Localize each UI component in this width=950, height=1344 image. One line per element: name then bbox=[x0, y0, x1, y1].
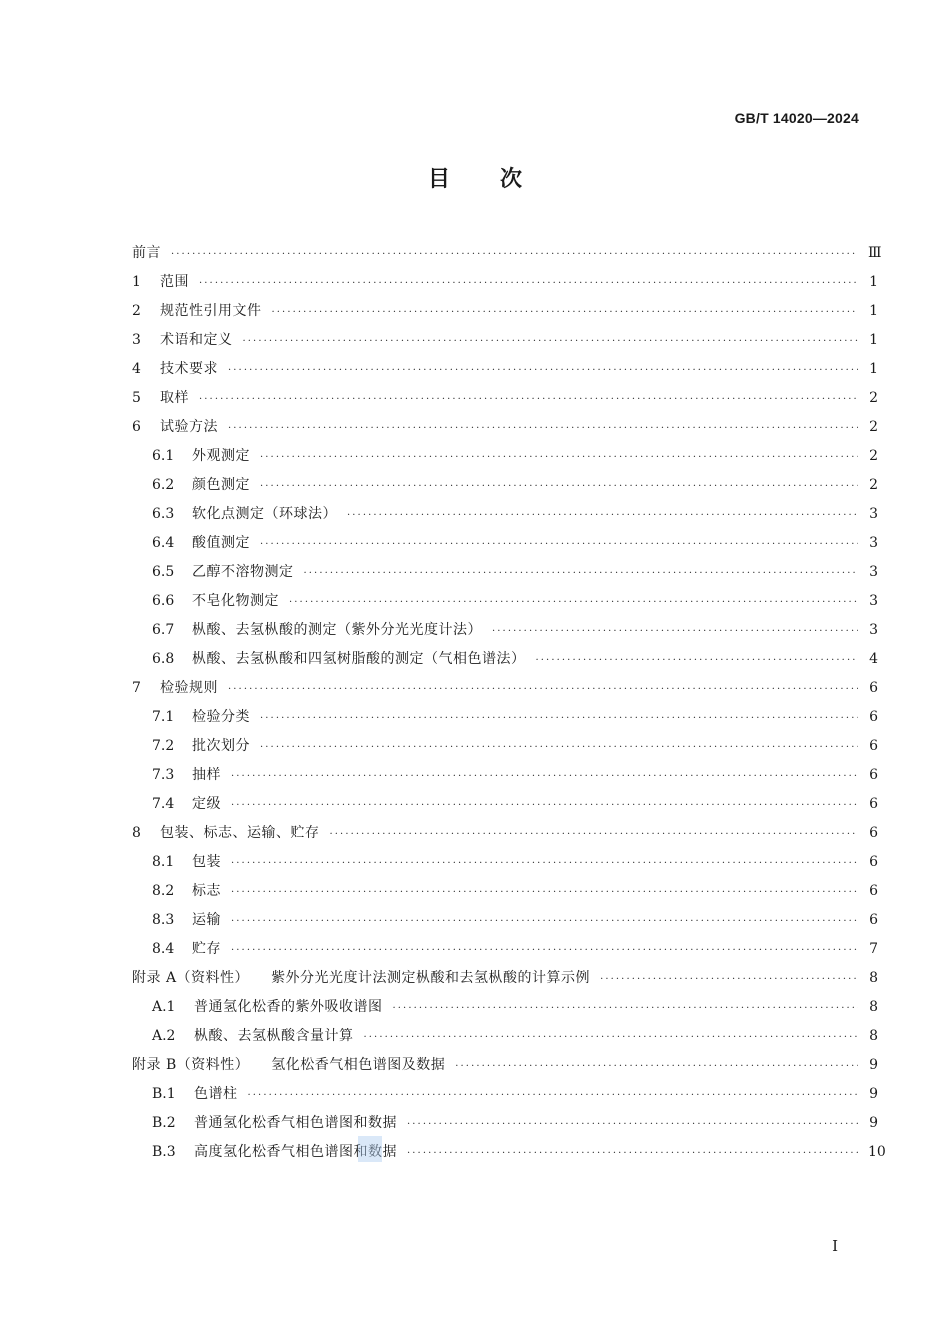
toc-leader-dots bbox=[393, 994, 859, 1023]
standard-code: GB/T 14020—2024 bbox=[734, 110, 859, 126]
toc-entry[interactable] bbox=[132, 1138, 886, 1167]
toc-leader-dots bbox=[248, 1081, 859, 1110]
toc-entry[interactable] bbox=[132, 268, 878, 297]
toc-entry[interactable] bbox=[132, 906, 878, 935]
toc-entry-number: 7 bbox=[132, 680, 141, 696]
toc-entry[interactable] bbox=[132, 239, 882, 268]
toc-entry-label: 定级 bbox=[192, 796, 221, 812]
toc-entry-label: 运输 bbox=[192, 912, 221, 928]
toc-entry-number: 6.6 bbox=[152, 593, 175, 609]
toc-entry-number: 6.5 bbox=[152, 564, 175, 580]
toc-entry-number: 6.7 bbox=[152, 622, 175, 638]
toc-entry-number: 7.3 bbox=[152, 767, 175, 783]
toc-entry-page: 8 bbox=[869, 970, 878, 986]
toc-entry-number: 7.2 bbox=[152, 738, 175, 754]
toc-entry-label: 包装、标志、运输、贮存 bbox=[160, 825, 320, 841]
page-title bbox=[0, 162, 950, 193]
toc-entry-number: 6.1 bbox=[152, 448, 175, 464]
toc-entry-page: 6 bbox=[869, 709, 878, 725]
toc-entry-page: 4 bbox=[869, 651, 878, 667]
toc-entry[interactable] bbox=[132, 819, 878, 848]
toc-entry[interactable] bbox=[132, 384, 878, 413]
table-of-contents bbox=[132, 239, 886, 1167]
toc-entry-label: 枞酸、去氢枞酸和四氢树脂酸的测定（气相色谱法） bbox=[192, 651, 526, 667]
toc-entry[interactable] bbox=[132, 500, 878, 529]
toc-entry-label: 氢化松香气相色谱图及数据 bbox=[271, 1057, 446, 1073]
toc-entry-page: 10 bbox=[868, 1144, 886, 1160]
toc-entry[interactable] bbox=[132, 442, 878, 471]
toc-entry-page: 1 bbox=[869, 332, 878, 348]
toc-entry[interactable] bbox=[132, 848, 878, 877]
toc-leader-dots bbox=[228, 356, 858, 385]
selection-highlight bbox=[358, 1136, 382, 1162]
toc-entry-page: 6 bbox=[869, 796, 878, 812]
toc-entry-number: 7.4 bbox=[152, 796, 175, 812]
toc-appendix-tag: 附录 A（资料性） bbox=[132, 970, 250, 986]
toc-entry-number: A.2 bbox=[152, 1028, 176, 1044]
toc-entry-page: 8 bbox=[869, 999, 878, 1015]
toc-entry[interactable] bbox=[132, 1109, 878, 1138]
toc-entry-label: 软化点测定（环球法） bbox=[192, 506, 337, 522]
toc-entry-number: A.1 bbox=[152, 999, 176, 1015]
toc-entry[interactable] bbox=[132, 935, 878, 964]
toc-entry-number: 8.4 bbox=[152, 941, 175, 957]
toc-leader-dots bbox=[231, 936, 858, 965]
toc-entry-label: 检验分类 bbox=[192, 709, 250, 725]
toc-entry-number: 6.4 bbox=[152, 535, 175, 551]
toc-leader-dots bbox=[171, 240, 858, 269]
toc-entry-number: 6.3 bbox=[152, 506, 175, 522]
toc-entry-page: 3 bbox=[869, 593, 878, 609]
toc-leader-dots bbox=[289, 588, 858, 617]
toc-entry-page: 2 bbox=[869, 419, 878, 435]
toc-entry[interactable] bbox=[132, 732, 878, 761]
toc-entry-page: 3 bbox=[869, 535, 878, 551]
toc-leader-dots bbox=[492, 617, 858, 646]
toc-entry[interactable] bbox=[132, 355, 878, 384]
toc-entry-label: 前言 bbox=[132, 245, 161, 261]
toc-entry-number: 6.8 bbox=[152, 651, 175, 667]
toc-entry[interactable] bbox=[132, 616, 878, 645]
toc-entry-number: B.2 bbox=[152, 1115, 176, 1131]
toc-entry[interactable] bbox=[132, 993, 878, 1022]
toc-appendix-tag: 附录 B（资料性） bbox=[132, 1057, 250, 1073]
toc-entry-page: 6 bbox=[869, 738, 878, 754]
toc-leader-dots bbox=[455, 1052, 858, 1081]
toc-entry-label: 枞酸、去氢枞酸的测定（紫外分光光度计法） bbox=[192, 622, 482, 638]
toc-leader-dots bbox=[199, 269, 858, 298]
toc-entry-label: 外观测定 bbox=[192, 448, 250, 464]
toc-entry-number: 5 bbox=[132, 390, 141, 406]
toc-leader-dots bbox=[272, 298, 859, 327]
toc-entry-number: 8.2 bbox=[152, 883, 175, 899]
toc-entry[interactable] bbox=[132, 645, 878, 674]
title-part-2: 次 bbox=[500, 167, 523, 192]
toc-leader-dots bbox=[600, 965, 858, 994]
toc-entry-label: 取样 bbox=[160, 390, 189, 406]
toc-entry-page: 9 bbox=[869, 1115, 878, 1131]
toc-entry[interactable] bbox=[132, 761, 878, 790]
toc-entry-page: 7 bbox=[869, 941, 878, 957]
footer-page-number: I bbox=[832, 1237, 838, 1255]
toc-entry-page: 1 bbox=[869, 303, 878, 319]
title-part-1: 目 bbox=[427, 167, 450, 192]
toc-leader-dots bbox=[231, 762, 858, 791]
toc-entry[interactable] bbox=[132, 790, 878, 819]
toc-entry-label: 试验方法 bbox=[160, 419, 218, 435]
toc-entry[interactable] bbox=[132, 471, 878, 500]
toc-leader-dots bbox=[260, 704, 858, 733]
toc-entry-label: 普通氢化松香的紫外吸收谱图 bbox=[194, 999, 383, 1015]
toc-leader-dots bbox=[364, 1023, 859, 1052]
toc-entry-label: 规范性引用文件 bbox=[160, 303, 262, 319]
toc-entry-page: 6 bbox=[869, 912, 878, 928]
toc-entry[interactable] bbox=[132, 877, 878, 906]
toc-entry-label: 颜色测定 bbox=[192, 477, 250, 493]
toc-entry-label: 包装 bbox=[192, 854, 221, 870]
toc-entry-label: 标志 bbox=[192, 883, 221, 899]
toc-leader-dots bbox=[536, 646, 859, 675]
toc-entry-label: 贮存 bbox=[192, 941, 221, 957]
toc-entry-number: 2 bbox=[132, 303, 141, 319]
toc-entry-number: 8 bbox=[132, 825, 141, 841]
toc-entry-number: B.1 bbox=[152, 1086, 176, 1102]
toc-entry[interactable] bbox=[132, 674, 878, 703]
toc-entry-label: 批次划分 bbox=[192, 738, 250, 754]
toc-leader-dots bbox=[260, 443, 858, 472]
toc-entry[interactable] bbox=[132, 1080, 878, 1109]
toc-entry-label: 酸值测定 bbox=[192, 535, 250, 551]
toc-entry-label: 范围 bbox=[160, 274, 189, 290]
toc-entry-number: 7.1 bbox=[152, 709, 175, 725]
toc-entry-page: Ⅲ bbox=[868, 245, 882, 261]
toc-leader-dots bbox=[243, 327, 859, 356]
toc-entry[interactable] bbox=[132, 964, 878, 993]
toc-entry[interactable] bbox=[132, 1022, 878, 1051]
toc-entry[interactable] bbox=[132, 558, 878, 587]
toc-entry[interactable] bbox=[132, 326, 878, 355]
toc-entry-page: 3 bbox=[869, 506, 878, 522]
toc-entry[interactable] bbox=[132, 703, 878, 732]
toc-entry-page: 3 bbox=[869, 622, 878, 638]
toc-entry-number: 4 bbox=[132, 361, 141, 377]
toc-entry-number: 1 bbox=[132, 274, 141, 290]
toc-entry[interactable] bbox=[132, 413, 878, 442]
toc-entry-number: 8.3 bbox=[152, 912, 175, 928]
toc-leader-dots bbox=[231, 791, 858, 820]
toc-entry-page: 2 bbox=[869, 448, 878, 464]
toc-entry-label: 枞酸、去氢枞酸含量计算 bbox=[194, 1028, 354, 1044]
toc-entry-label: 紫外分光光度计法测定枞酸和去氢枞酸的计算示例 bbox=[271, 970, 591, 986]
toc-entry-page: 8 bbox=[869, 1028, 878, 1044]
toc-entry-page: 2 bbox=[869, 477, 878, 493]
toc-entry-label: 色谱柱 bbox=[194, 1086, 238, 1102]
toc-leader-dots bbox=[330, 820, 859, 849]
toc-entry[interactable] bbox=[132, 297, 878, 326]
toc-entry[interactable] bbox=[132, 587, 878, 616]
toc-leader-dots bbox=[407, 1139, 858, 1168]
toc-leader-dots bbox=[260, 530, 858, 559]
toc-entry-page: 6 bbox=[869, 854, 878, 870]
toc-entry[interactable] bbox=[132, 529, 878, 558]
toc-entry-label: 乙醇不溶物测定 bbox=[192, 564, 294, 580]
toc-leader-dots bbox=[228, 675, 858, 704]
toc-leader-dots bbox=[347, 501, 858, 530]
toc-entry-label: 技术要求 bbox=[160, 361, 218, 377]
toc-leader-dots bbox=[231, 878, 858, 907]
toc-entry-page: 1 bbox=[869, 274, 878, 290]
toc-leader-dots bbox=[231, 849, 858, 878]
toc-leader-dots bbox=[231, 907, 858, 936]
toc-entry-page: 6 bbox=[869, 680, 878, 696]
toc-entry-page: 9 bbox=[869, 1057, 878, 1073]
toc-entry-page: 3 bbox=[869, 564, 878, 580]
toc-entry-label: 普通氢化松香气相色谱图和数据 bbox=[194, 1115, 397, 1131]
toc-entry-page: 9 bbox=[869, 1086, 878, 1102]
toc-entry-page: 6 bbox=[869, 825, 878, 841]
toc-entry-number: 3 bbox=[132, 332, 141, 348]
toc-leader-dots bbox=[260, 472, 858, 501]
toc-entry[interactable] bbox=[132, 1051, 878, 1080]
toc-entry-number: 6 bbox=[132, 419, 141, 435]
toc-entry-label: 不皂化物测定 bbox=[192, 593, 279, 609]
toc-entry-label: 抽样 bbox=[192, 767, 221, 783]
toc-leader-dots bbox=[407, 1110, 858, 1139]
toc-leader-dots bbox=[304, 559, 859, 588]
toc-entry-number: 6.2 bbox=[152, 477, 175, 493]
toc-entry-page: 6 bbox=[869, 767, 878, 783]
toc-leader-dots bbox=[228, 414, 858, 443]
toc-entry-label: 检验规则 bbox=[160, 680, 218, 696]
toc-entry-label: 高度氢化松香气相色谱图和数据 bbox=[194, 1144, 397, 1160]
toc-entry-page: 2 bbox=[869, 390, 878, 406]
toc-leader-dots bbox=[199, 385, 858, 414]
toc-entry-number: B.3 bbox=[152, 1144, 176, 1160]
toc-entry-number: 8.1 bbox=[152, 854, 175, 870]
toc-entry-label: 术语和定义 bbox=[160, 332, 233, 348]
toc-leader-dots bbox=[260, 733, 858, 762]
toc-entry-page: 1 bbox=[869, 361, 878, 377]
toc-entry-page: 6 bbox=[869, 883, 878, 899]
